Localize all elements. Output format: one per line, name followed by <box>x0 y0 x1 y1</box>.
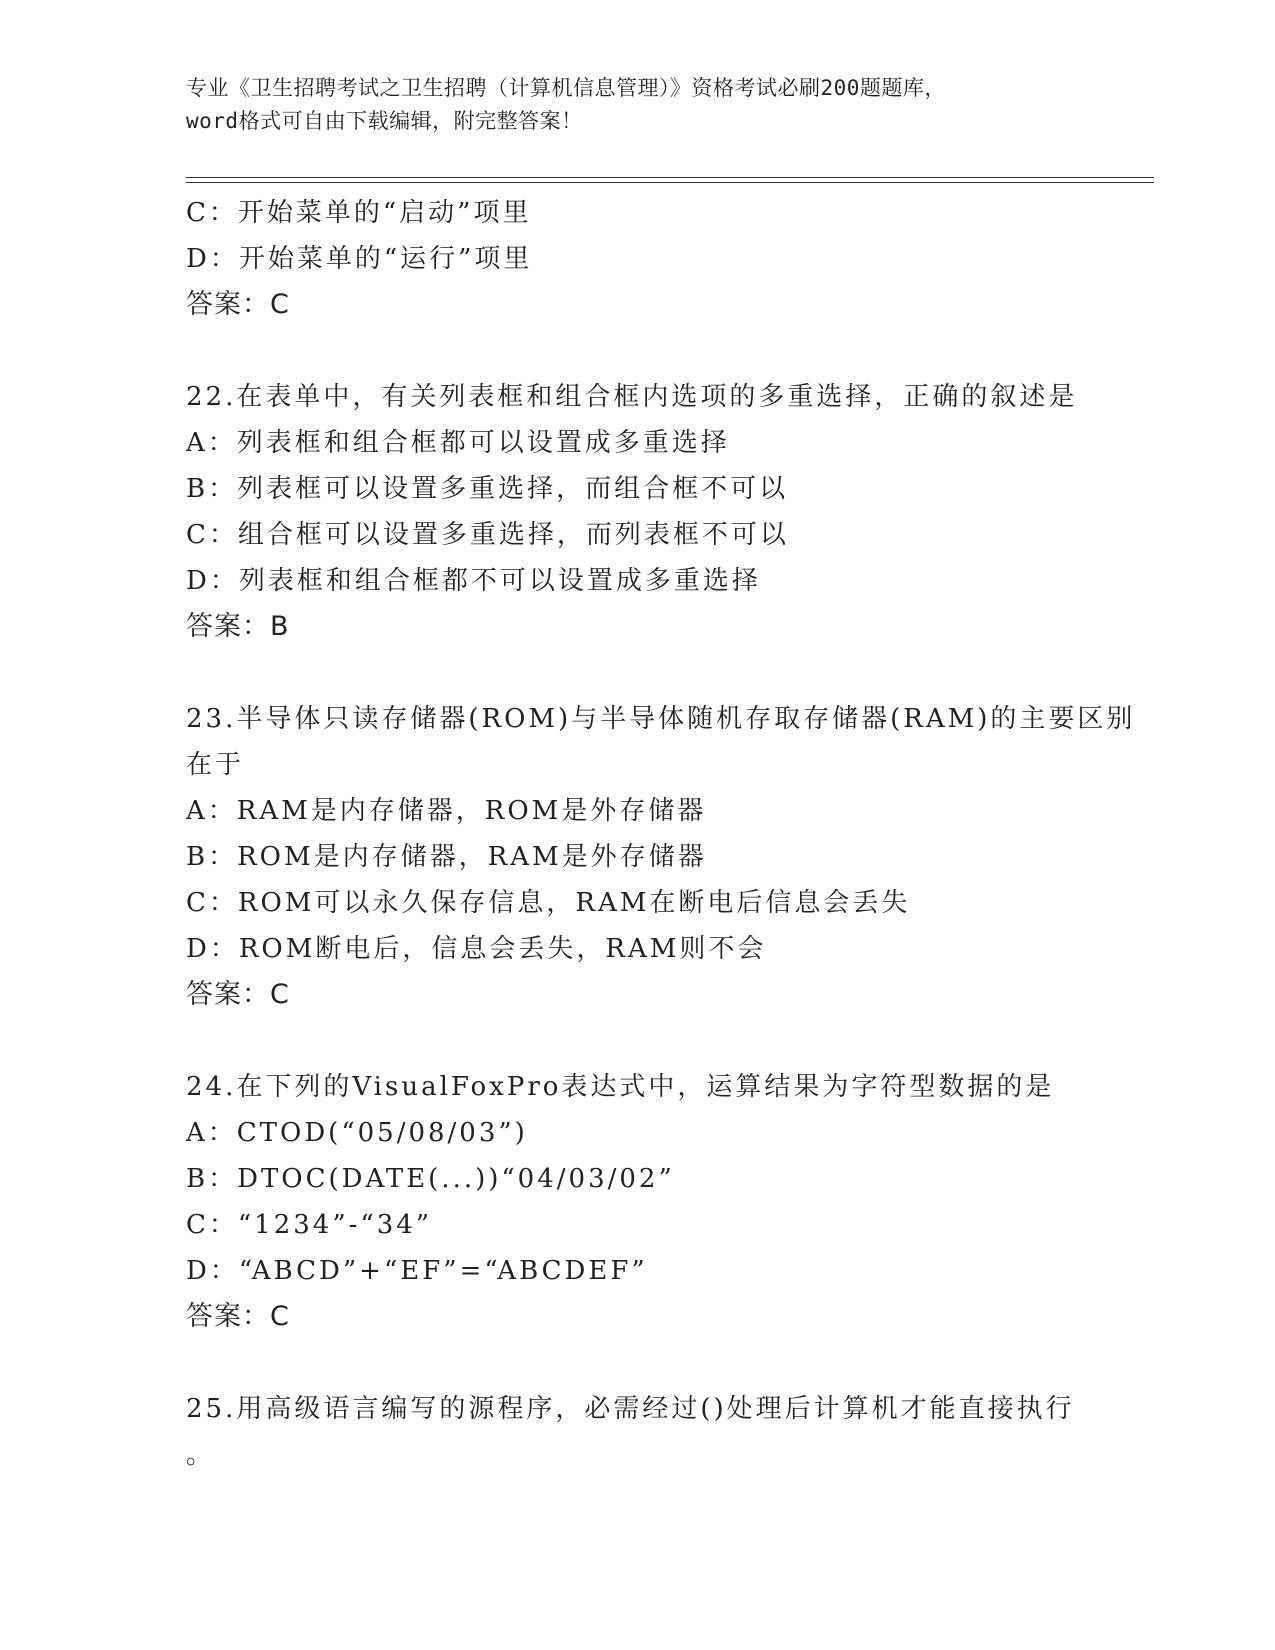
question-spacer <box>186 1018 1086 1064</box>
option-line: C：“1234”-“34” <box>186 1210 433 1240</box>
question-spacer <box>186 650 1086 696</box>
option-line: D：ROM断电后，信息会丢失，RAM则不会 <box>186 934 767 964</box>
option-line: D：列表框和组合框都不可以设置成多重选择 <box>186 566 761 596</box>
header-line-1: 专业《卫生招聘考试之卫生招聘（计算机信息管理）》资格考试必刷200题题库， <box>186 76 946 100</box>
question-spacer <box>186 1340 1086 1386</box>
question-spacer <box>186 328 1086 374</box>
option-line: C：开始菜单的“启动”项里 <box>186 198 532 228</box>
answer-line: 答案：C <box>186 289 290 320</box>
answer-line: 答案：C <box>186 1301 290 1332</box>
header-divider-bottom <box>186 182 1154 183</box>
answer-line: 答案：B <box>186 611 290 642</box>
option-line: D：“ABCD”+“EF”=“ABCDEF” <box>186 1256 648 1286</box>
option-line: A：列表框和组合框都可以设置成多重选择 <box>186 428 730 458</box>
question-stem: 25.用高级语言编写的源程序，必需经过()处理后计算机才能直接执行 <box>186 1394 1075 1424</box>
header-divider-top <box>186 177 1154 178</box>
question-content <box>186 190 1136 1478</box>
header-line-2: word格式可自由下载编辑，附完整答案！ <box>186 109 583 133</box>
question-stem: 24.在下列的VisualFoxPro表达式中，运算结果为字符型数据的是 <box>186 1072 1055 1102</box>
option-line: B：DTOC(DATE(...))“04/03/02” <box>186 1164 675 1194</box>
option-line: B：列表框可以设置多重选择，而组合框不可以 <box>186 474 789 504</box>
option-line: C：组合框可以设置多重选择，而列表框不可以 <box>186 520 789 550</box>
answer-line: 答案：C <box>186 979 290 1010</box>
question-stem: 22.在表单中，有关列表框和组合框内选项的多重选择，正确的叙述是 <box>186 382 1078 412</box>
question-stem-continued: 在于 <box>186 750 245 780</box>
question-stem-continued: 。 <box>186 1440 216 1470</box>
question-stem: 23.半导体只读存储器(ROM)与半导体随机存取存储器(RAM)的主要区别 <box>186 704 1136 734</box>
option-line: D：开始菜单的“运行”项里 <box>186 244 533 274</box>
option-line: B：ROM是内存储器，RAM是外存储器 <box>186 842 707 872</box>
option-line: A：RAM是内存储器，ROM是外存储器 <box>186 796 707 826</box>
option-line: A：CTOD(“05/08/03”) <box>186 1118 528 1148</box>
document-header <box>186 72 1096 138</box>
option-line: C：ROM可以永久保存信息，RAM在断电后信息会丢失 <box>186 888 911 918</box>
